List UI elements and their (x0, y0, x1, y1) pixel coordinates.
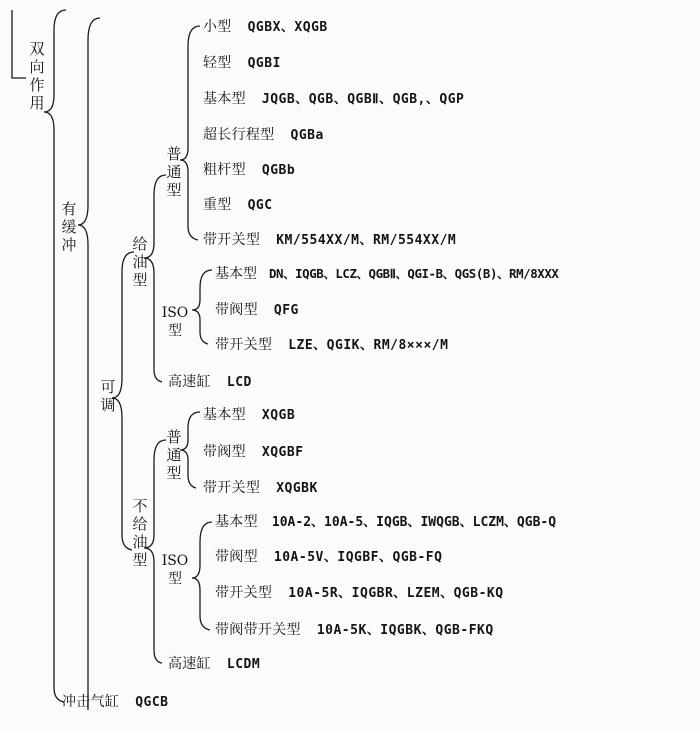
non-oiled-label: 不给油型 (132, 497, 148, 569)
non-oiled-normal-item: 带开关型 XQGBK (203, 480, 318, 496)
non-oiled-normal-brace (180, 412, 200, 488)
stepped-label: 有缓冲 (61, 200, 77, 254)
adjustable-label: 可调 (100, 378, 116, 414)
non-oiled-normal-item: 带阀型 XQGBF (203, 444, 304, 460)
non-oiled-normal-label: 普通型 (166, 428, 182, 482)
non-oiled-iso-item: 基本型 10A-2、10A-5、IQGB、IWQGB、LCZM、QGB-Q (215, 514, 557, 530)
oiled-highspeed-item: 高速缸 LCD (168, 374, 252, 390)
oiled-iso-item: 带阀型 QFG (215, 302, 299, 318)
root-bracket (12, 10, 26, 78)
oiled-normal-item: 超长行程型 QGBa (203, 127, 324, 143)
non-oiled-iso-item: 带开关型 10A-5R、IQGBR、LZEM、QGB-KQ (215, 585, 504, 601)
impact-cylinder-item: 冲击气缸 QGCB (62, 694, 169, 710)
root-label: 双向作用 (29, 40, 45, 112)
oiled-normal-item: 粗杆型 QGBb (203, 162, 296, 178)
oiled-label: 给油型 (132, 235, 148, 289)
oiled-normal-item: 基本型 JQGB、QGB、QGBⅡ、QGB,、QGP (203, 91, 465, 107)
oiled-normal-item: 小型 QGBX、XQGB (203, 19, 328, 35)
oiled-normal-item: 带开关型 KM/554XX/M、RM/554XX/M (203, 232, 457, 248)
non-oiled-iso-item: 带阀带开关型 10A-5K、IQGBK、QGB-FKQ (215, 622, 494, 638)
oiled-normal-label: 普通型 (166, 145, 182, 199)
non-oiled-normal-item: 基本型 XQGB (203, 407, 296, 423)
main-brace (44, 10, 66, 702)
oiled-normal-brace (180, 26, 200, 240)
oiled-iso-label: ISO型 (161, 305, 189, 339)
non-oiled-iso-label: ISO型 (161, 553, 189, 587)
oiled-iso-brace (192, 270, 212, 344)
stepped-brace (78, 18, 100, 710)
oiled-iso-item: 基本型 DN、IQGB、LCZ、QGBⅡ、QGI-B、QGS(B)、RM/8XXX (215, 266, 559, 282)
non-oiled-iso-brace (192, 522, 212, 630)
non-oiled-highspeed-item: 高速缸 LCDM (168, 656, 261, 672)
non-oiled-iso-item: 带阀型 10A-5V、IQGBF、QGB-FQ (215, 549, 443, 565)
oiled-normal-item: 轻型 QGBI (203, 55, 281, 71)
oiled-iso-item: 带开关型 LZE、QGIK、RM/8×××/M (215, 337, 449, 353)
oiled-normal-item: 重型 QGC (203, 197, 273, 213)
